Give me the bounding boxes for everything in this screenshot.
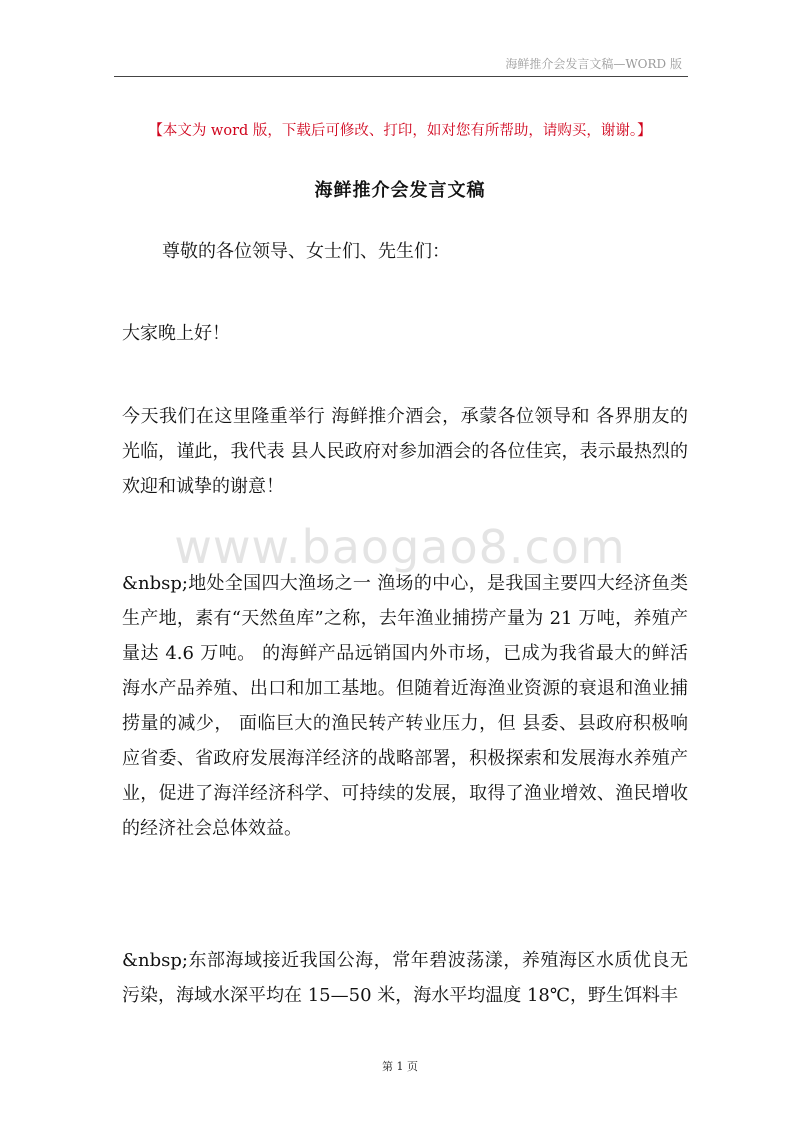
salutation: 尊敬的各位领导、女士们、先生们： — [162, 241, 450, 262]
paragraph-3: &nbsp;东部海域接近我国公海，常年碧波荡漾，养殖海区水质优良无污染，海域水深平均在 15—50 米，海水平均温度 18℃，野生饵料丰 — [122, 950, 688, 1006]
greeting: 大家晚上好！ — [122, 323, 230, 344]
header-divider — [114, 76, 688, 77]
document-title: 海鲜推介会发言文稿 — [314, 180, 486, 201]
running-header: 海鲜推介会发言文稿—WORD 版 — [505, 57, 682, 71]
page-number: 第 1 页 — [382, 1060, 418, 1073]
purchase-notice: 【本文为 word 版，下载后可修改、打印，如对您有所帮助，请购买，谢谢。】 — [148, 123, 652, 139]
paragraph-2: &nbsp;地处全国四大渔场之一 渔场的中心，是我国主要四大经济鱼类生产地，素有“天然鱼库”之称，去年渔业捕捞产量为 21 万吨，养殖产量达 4.6 万吨。 的海鲜产品远销国内外市场，已成为我省最大的鲜活海水产品养殖、出口和加工基地。但随着近海渔业资源的衰退和渔业捕捞量的减少， 面临巨大的渔民转产转业压力，但 县委、县政府积极响应省委、省政府发展海洋经济的战略部署，积极探索和发展海水养殖产业，促进了海洋经济科学、可持续的发展，取得了渔业增效、渔民增收的经济社会总体效益。 — [122, 573, 688, 839]
paragraph-1: 今天我们在这里隆重举行 海鲜推介酒会，承蒙各位领导和 各界朋友的光临，谨此，我代表 县人民政府对参加酒会的各位佳宾，表示最热烈的欢迎和诚挚的谢意！ — [122, 406, 688, 497]
watermark: www.baogao8.com — [174, 520, 626, 574]
